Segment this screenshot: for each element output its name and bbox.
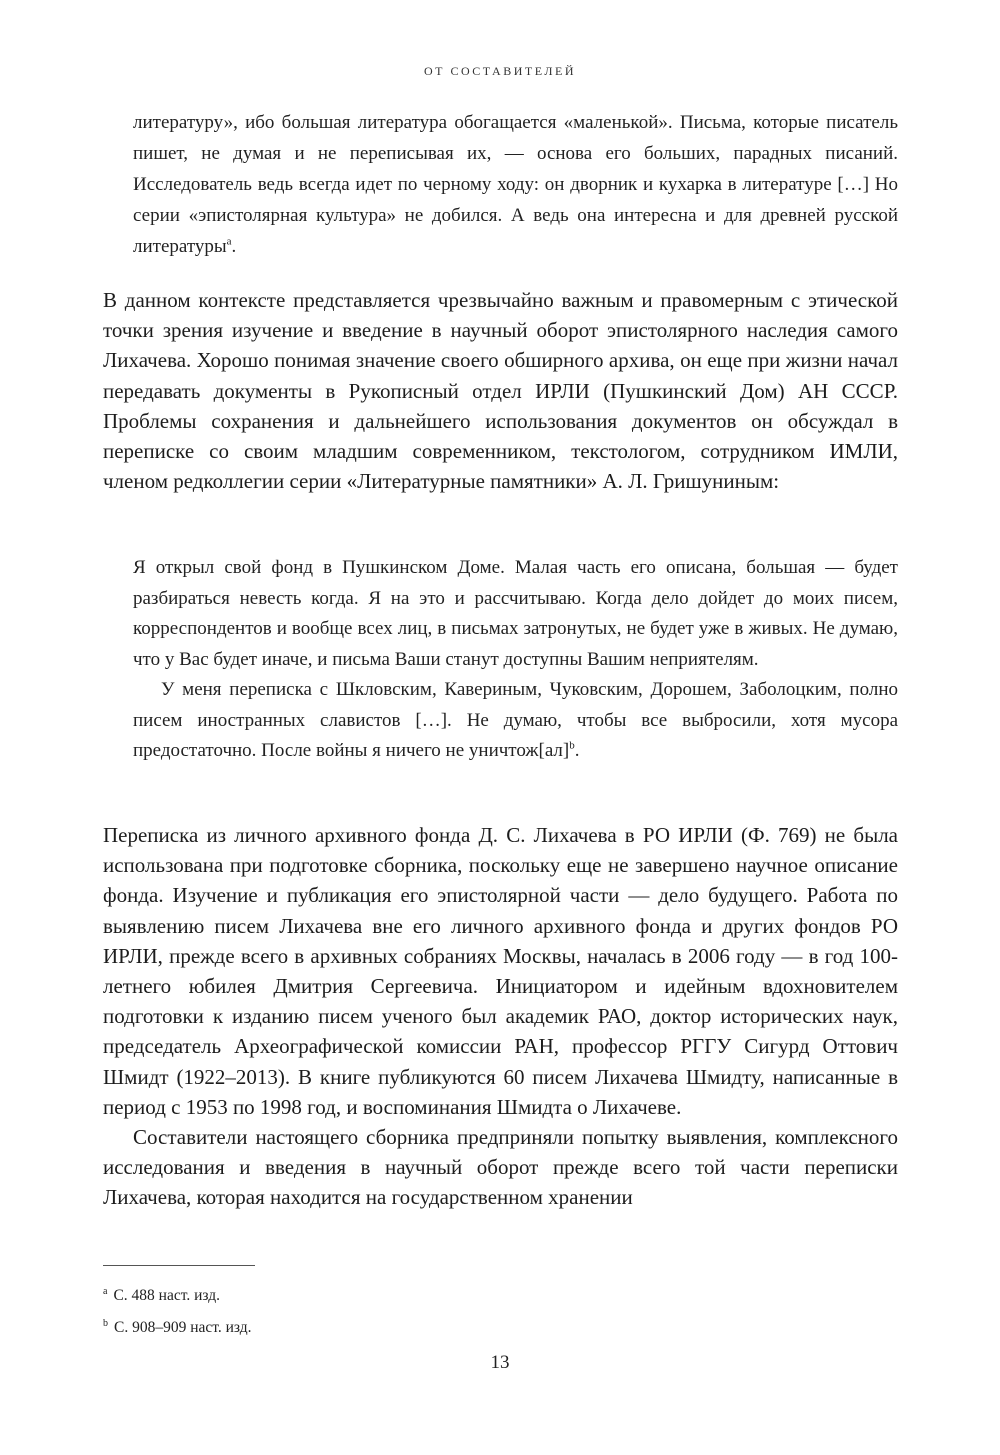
page-number: 13 <box>490 1352 510 1373</box>
body-text-2 <box>103 820 898 1213</box>
footnote-item: $^a$ С. 488 наст. изд. <box>103 1285 220 1304</box>
footnote-mark: a <box>103 1285 108 1297</box>
block-quote-2 <box>133 553 898 767</box>
running-head: ОТ СОСТАВИТЕЛЕЙ <box>423 64 577 78</box>
footnote-divider <box>103 1265 255 1266</box>
footnote-item: $^b$ С. 908–909 наст. изд. <box>103 1317 252 1336</box>
footnote-ref[interactable]: b <box>569 739 575 752</box>
body-paragraph: Составители настоящего сборника предприняли попытку выявления, комплексного исследования и введения в научный оборот прежде всего той части переписки Лихачева, которая находится на государственном хранении <box>103 1125 898 1210</box>
quote-paragraph: У меня переписка с Шкловским, Кавериным, Чуковским, Дорошем, Заболоцким, полно писем иностранных славистов […]. Не думаю, чтобы все выбросили, хотя мусора предостаточно. После войны я ничего не уничтож[ал]$^b$. <box>133 679 898 761</box>
body-text-1 <box>103 285 898 496</box>
body-paragraph: Переписка из личного архивного фонда Д. С. Лихачева в РО ИРЛИ (Ф. 769) не была использована при подготовке сборника, поскольку еще не завершено научное описание фонда. Изучение и публикация его эпистолярной части — дело будущего. Работа по выявлению писем Лихачева вне его личного архивного фонда и других фондов РО ИРЛИ, прежде всего в архивных собраниях Москвы, началась в 2006 году — в год 100-летнего юбилея Дмитрия Сергеевича. Инициатором и идейным вдохновителем подготовки к изданию писем ученого был академик РАО, доктор исторических наук, председатель Археографической комиссии РАН, профессор РГГУ Сигурд Оттович Шмидт (1922–2013). В книге публикуются 60 писем Лихачева Шмидту, написанные в период с 1953 по 1998 год, и воспоминания Шмидта о Лихачеве. <box>103 823 898 1119</box>
body-paragraph: В данном контексте представляется чрезвычайно важным и правомерным с этической точки зрения изучение и введение в научный оборот эпистолярного наследия самого Лихачева. Хорошо понимая значение своего обширного архива, он еще при жизни начал передавать документы в Рукописный отдел ИРЛИ (Пушкинский Дом) АН СССР. Проблемы сохранения и дальнейшего использования документов он обсуждал в переписке со своим младшим современником, текстологом, сотрудником ИМЛИ, членом редколлегии серии «Литературные памятники» А. Л. Гришуниным: <box>103 288 898 494</box>
block-quote-1 <box>133 107 898 262</box>
quote-paragraph: литературу», ибо большая литература обогащается «маленькой». Письма, которые писатель пишет, не думая и не переписывая их, — основа его больших, парадных писаний. Исследователь ведь всегда идет по черному ходу: он дворник и кухарка в литературе […] Но серии «эпистолярная культура» не добился. А ведь она интересна и для древней русской литературы$^a$. <box>133 112 898 257</box>
footnotes <box>103 1280 703 1344</box>
footnote-ref[interactable]: a <box>226 235 232 248</box>
footnote-mark: b <box>103 1317 108 1329</box>
quote-paragraph: Я открыл свой фонд в Пушкинском Доме. Малая часть его описана, большая — будет разбираться невесть когда. Я на это и рассчитываю. Когда дело дойдет до моих писем, корреспондентов и вообще всех лиц, в письмах затронутых, не будет уже в живых. Не думаю, что у Вас будет иначе, и письма Ваши станут доступны Вашим неприятелям. <box>133 557 898 670</box>
